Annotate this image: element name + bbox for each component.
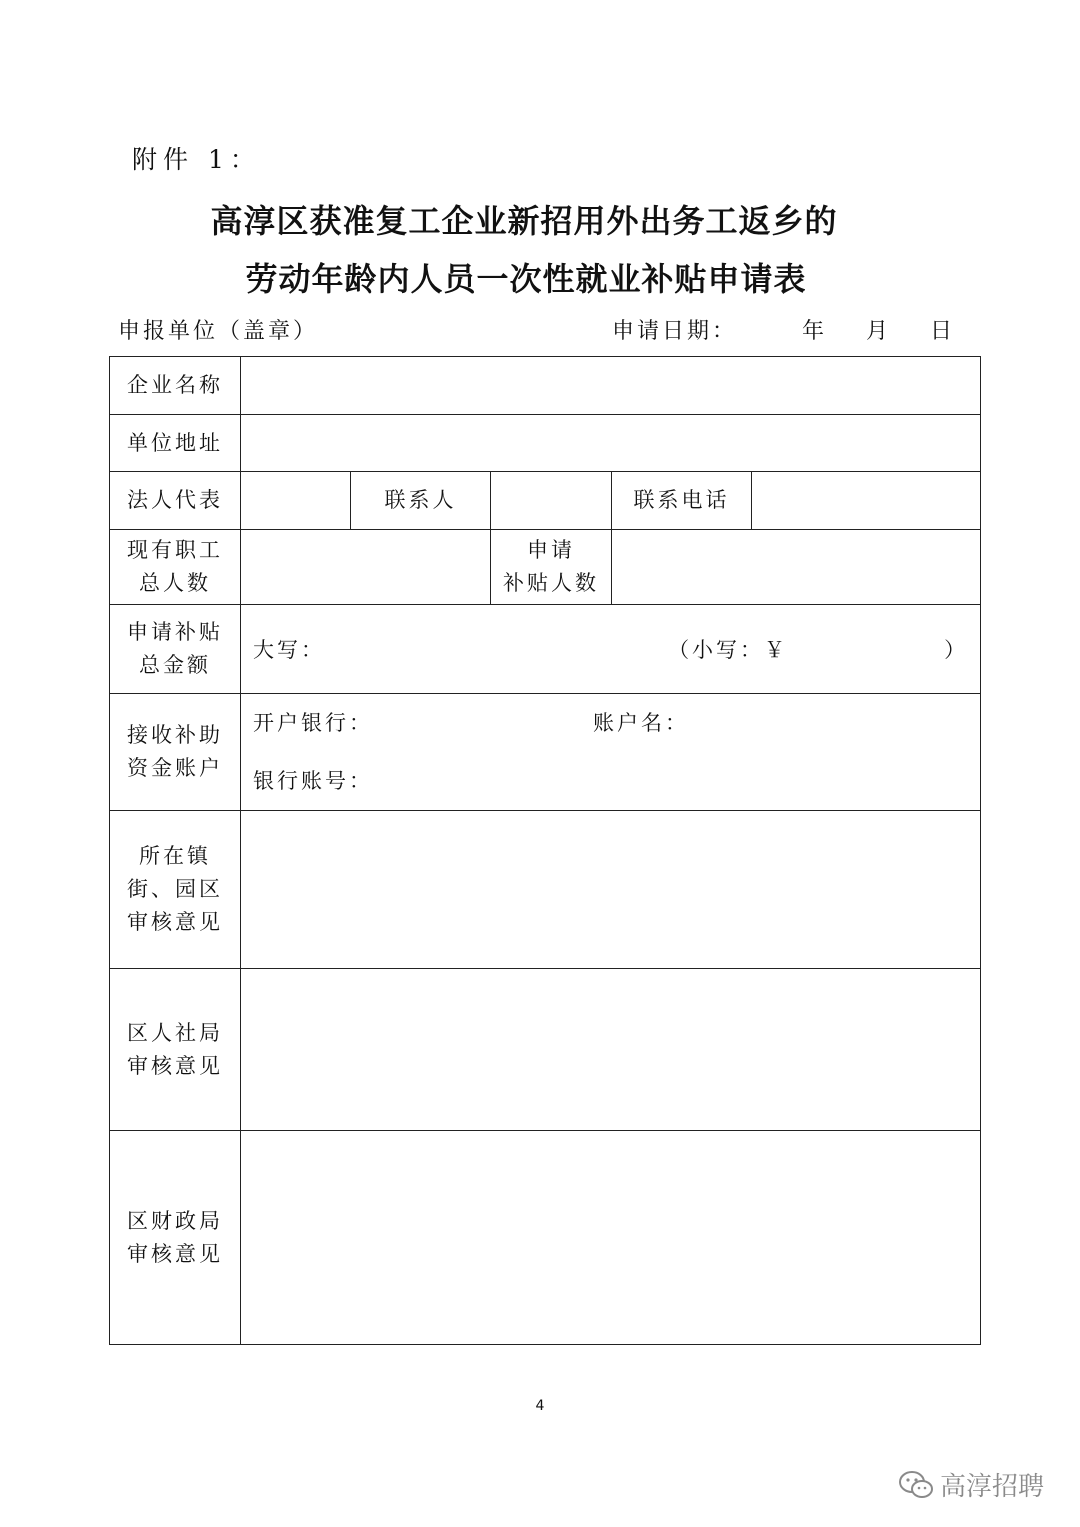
company-name-label: 企业名称 bbox=[110, 357, 241, 415]
apply-count-line-2: 补贴人数 bbox=[503, 571, 599, 595]
amount-close: ） bbox=[944, 638, 969, 662]
hr-line-2: 审核意见 bbox=[127, 1053, 223, 1078]
address-label: 单位地址 bbox=[110, 415, 241, 472]
finance-line-1: 区财政局 bbox=[127, 1208, 223, 1233]
hr-review-label bbox=[110, 969, 241, 1131]
apply-count-label bbox=[491, 530, 612, 605]
town-line-1: 所在镇 bbox=[139, 844, 211, 868]
account-field[interactable] bbox=[241, 694, 981, 811]
contact-label: 联系人 bbox=[351, 472, 491, 530]
amount-label bbox=[110, 605, 241, 694]
account-name-label: 账户名： bbox=[593, 711, 689, 735]
town-review-label bbox=[110, 811, 241, 969]
phone-label: 联系电话 bbox=[612, 472, 752, 530]
apply-count-field[interactable] bbox=[612, 530, 981, 605]
contact-field[interactable] bbox=[491, 472, 612, 530]
legal-rep-label: 法人代表 bbox=[110, 472, 241, 530]
amount-upper-label: 大写： bbox=[253, 638, 325, 662]
day-label: 日 bbox=[930, 319, 956, 344]
staff-total-line-1: 现有职工 bbox=[127, 538, 223, 562]
staff-total-label bbox=[110, 530, 241, 605]
watermark-text: 高淳招聘 bbox=[940, 1472, 1045, 1502]
amount-label-line-1: 申请补贴 bbox=[127, 620, 223, 644]
company-name-field[interactable] bbox=[241, 357, 981, 415]
amount-label-line-2: 总金额 bbox=[139, 653, 211, 677]
staff-total-field[interactable] bbox=[241, 530, 491, 605]
legal-rep-field[interactable] bbox=[241, 472, 351, 530]
unit-label: 申报单位（盖章） bbox=[118, 319, 319, 344]
account-label bbox=[110, 694, 241, 811]
apply-count-line-1: 申请 bbox=[527, 538, 575, 562]
hr-review-field[interactable] bbox=[241, 969, 981, 1131]
month-label: 月 bbox=[866, 319, 892, 344]
application-form bbox=[109, 356, 981, 1345]
account-no-label: 银行账号： bbox=[253, 769, 373, 793]
town-line-3: 审核意见 bbox=[127, 910, 223, 934]
amount-lower-label: （小写：￥ bbox=[668, 638, 789, 662]
account-label-line-2: 资金账户 bbox=[127, 756, 223, 780]
title-line-1: 高淳区获准复工企业新招用外出务工返乡的 bbox=[210, 202, 838, 240]
date-label: 申请日期： bbox=[612, 319, 738, 344]
year-label: 年 bbox=[802, 319, 828, 344]
amount-field[interactable] bbox=[241, 605, 981, 694]
staff-total-line-2: 总人数 bbox=[139, 571, 211, 595]
wechat-icon bbox=[898, 1470, 934, 1500]
title-line-2: 劳动年龄内人员一次性就业补贴申请表 bbox=[245, 260, 807, 298]
bank-label: 开户银行： bbox=[253, 711, 373, 735]
attachment-label: 附件 1： bbox=[132, 145, 261, 174]
town-review-field[interactable] bbox=[241, 811, 981, 969]
finance-line-2: 审核意见 bbox=[127, 1241, 223, 1266]
finance-review-field[interactable] bbox=[241, 1131, 981, 1345]
account-label-line-1: 接收补助 bbox=[127, 723, 223, 747]
watermark bbox=[898, 1466, 1044, 1503]
address-field[interactable] bbox=[241, 415, 981, 472]
page-number: 4 bbox=[535, 1398, 545, 1414]
phone-field[interactable] bbox=[752, 472, 981, 530]
finance-review-label bbox=[110, 1131, 241, 1345]
town-line-2: 街、园区 bbox=[127, 877, 223, 901]
hr-line-1: 区人社局 bbox=[127, 1020, 223, 1045]
